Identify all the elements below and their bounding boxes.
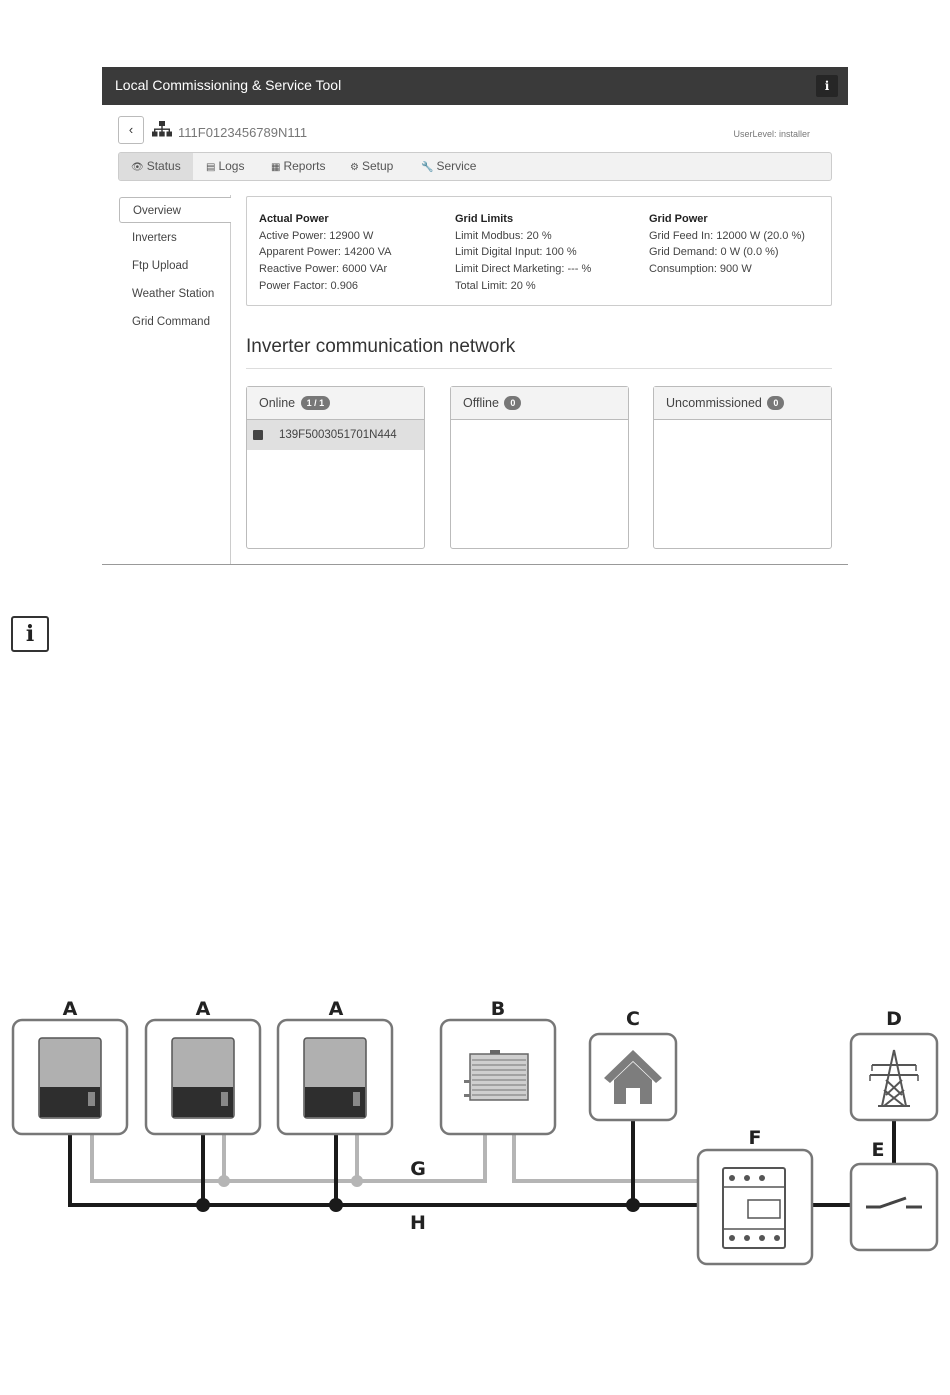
label-c: C xyxy=(626,1008,640,1030)
grid-demand: Grid Demand: 0 W (0.0 %) xyxy=(649,246,779,259)
junction-h xyxy=(196,1198,210,1212)
gears-icon: ⚙ xyxy=(350,162,359,173)
label-e: E xyxy=(871,1139,885,1161)
grid-limits-heading: Grid Limits xyxy=(455,213,514,225)
inverter-icon xyxy=(278,1020,392,1134)
reactive-power: Reactive Power: 6000 VAr xyxy=(259,263,388,276)
network-title: Inverter communication network xyxy=(246,336,516,357)
inverter-status-icon xyxy=(253,430,263,440)
junction-g xyxy=(218,1175,230,1187)
inverter-icon xyxy=(13,1020,127,1134)
tab-setup[interactable] xyxy=(338,153,405,180)
wrench-icon: 🔧 xyxy=(421,162,434,173)
power-summary-panel xyxy=(246,196,832,306)
offline-label: Offline xyxy=(463,396,499,410)
sidebar-item-grid-command[interactable]: Grid Command xyxy=(132,316,210,328)
limit-modbus: Limit Modbus: 20 % xyxy=(455,229,552,242)
consumption: Consumption: 900 W xyxy=(649,263,752,276)
limit-digital-input: Limit Digital Input: 100 % xyxy=(455,246,577,259)
uncommissioned-header xyxy=(654,387,831,420)
junction-h xyxy=(329,1198,343,1212)
device-id: 111F0123456789N111 xyxy=(178,125,308,140)
actual-power-heading: Actual Power xyxy=(259,213,329,225)
label-a: A xyxy=(195,998,211,1020)
tab-service-label: Service xyxy=(436,159,477,173)
tab-logs[interactable] xyxy=(194,153,256,180)
uncommissioned-panel xyxy=(653,386,832,549)
online-count-badge: 1 / 1 xyxy=(301,396,331,410)
tab-reports[interactable] xyxy=(259,153,337,180)
label-a: A xyxy=(62,998,78,1020)
sidebar xyxy=(102,195,231,564)
inverter-list-item[interactable] xyxy=(247,420,424,450)
divider xyxy=(246,368,832,369)
tab-reports-label: Reports xyxy=(283,159,326,173)
line-g xyxy=(92,1132,485,1181)
datalogger-icon xyxy=(441,1020,555,1134)
label-h: H xyxy=(410,1212,426,1234)
sidebar-item-ftp-upload[interactable]: Ftp Upload xyxy=(132,260,189,272)
app-content xyxy=(102,105,848,565)
tab-service[interactable] xyxy=(409,153,488,180)
inverter-serial: 139F5003051701N444 xyxy=(279,429,397,441)
label-f: F xyxy=(748,1127,762,1149)
tab-status[interactable] xyxy=(119,153,193,180)
online-panel xyxy=(246,386,425,549)
label-b: B xyxy=(490,998,506,1020)
offline-header xyxy=(451,387,628,420)
sidebar-item-inverters[interactable]: Inverters xyxy=(132,232,177,244)
offline-count-badge: 0 xyxy=(504,396,521,410)
line-g-meter xyxy=(514,1134,698,1181)
total-limit: Total Limit: 20 % xyxy=(455,279,536,292)
offline-panel xyxy=(450,386,629,549)
apparent-power: Apparent Power: 14200 VA xyxy=(259,246,392,259)
info-icon: i xyxy=(11,616,49,652)
switch-icon xyxy=(851,1164,937,1250)
eye-icon: 👁 xyxy=(131,162,144,173)
junction-h xyxy=(626,1198,640,1212)
energy-meter-icon xyxy=(698,1150,812,1264)
uncommissioned-label: Uncommissioned xyxy=(666,396,762,410)
app-title: Local Commissioning & Service Tool xyxy=(115,77,342,93)
inverter-icon xyxy=(146,1020,260,1134)
grid-limits-section xyxy=(455,211,591,295)
sidebar-item-weather-station[interactable]: Weather Station xyxy=(132,288,215,300)
grid-feed-in: Grid Feed In: 12000 W (20.0 %) xyxy=(649,229,805,242)
grid-power-section xyxy=(649,211,805,278)
info-button[interactable]: i xyxy=(816,75,838,97)
tab-logs-label: Logs xyxy=(218,159,245,173)
app-titlebar xyxy=(102,67,848,105)
junction-g xyxy=(351,1175,363,1187)
label-g: G xyxy=(410,1158,426,1180)
power-pylon-icon xyxy=(851,1034,937,1120)
line-h xyxy=(70,1132,698,1205)
user-level: UserLevel: installer xyxy=(733,129,810,139)
label-d: D xyxy=(886,1008,902,1030)
sidebar-item-overview[interactable]: Overview xyxy=(119,197,231,223)
uncommissioned-count-badge: 0 xyxy=(767,396,784,410)
actual-power-section xyxy=(259,211,392,295)
online-label: Online xyxy=(259,396,296,410)
book-icon: ▤ xyxy=(206,162,216,173)
active-power: Active Power: 12900 W xyxy=(259,229,374,242)
back-button[interactable]: ‹ xyxy=(118,116,144,144)
main-nav xyxy=(118,152,832,181)
tab-status-label: Status xyxy=(146,159,181,173)
grid-power-heading: Grid Power xyxy=(649,213,708,225)
network-tree-icon xyxy=(152,121,172,137)
limit-direct-marketing: Limit Direct Marketing: --- % xyxy=(455,263,592,276)
label-a: A xyxy=(328,998,344,1020)
system-diagram xyxy=(0,990,950,1280)
tab-setup-label: Setup xyxy=(361,159,394,173)
document-icon: ▦ xyxy=(271,162,281,173)
power-factor: Power Factor: 0.906 xyxy=(259,279,359,292)
online-header xyxy=(247,387,424,420)
house-icon xyxy=(590,1034,676,1120)
